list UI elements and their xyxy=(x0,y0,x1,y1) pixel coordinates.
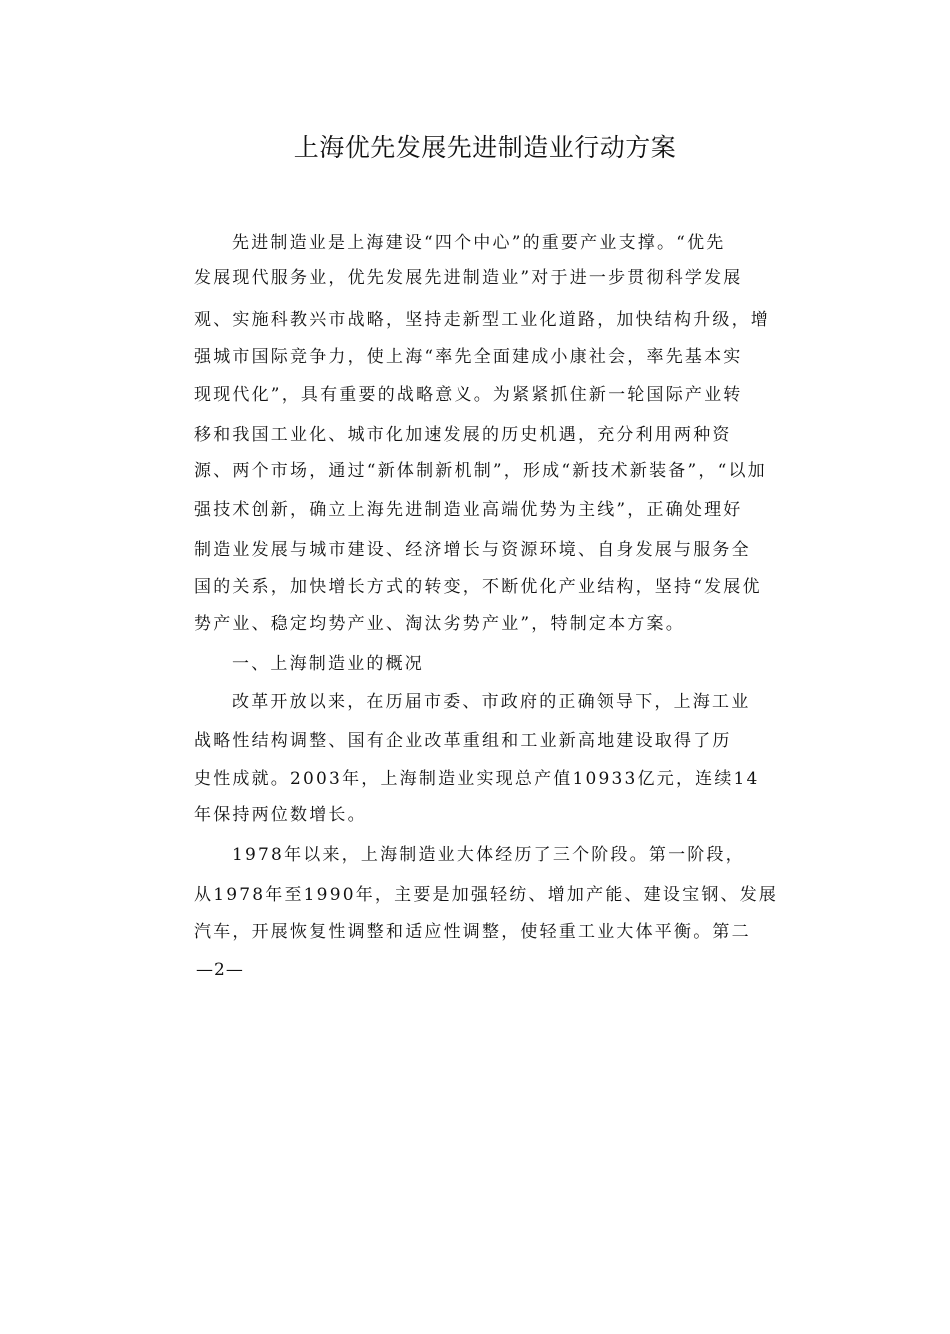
text-line: 强城市国际竞争力，使上海“率先全面建成小康社会，率先基本实 xyxy=(194,347,743,367)
text-line: 改革开放以来，在历届市委、市政府的正确领导下，上海工业 xyxy=(232,692,751,712)
page-number: —2— xyxy=(196,960,244,980)
text-line: 先进制造业是上海建设“四个中心”的重要产业支撑。“优先 xyxy=(232,233,726,253)
text-line: 汽车，开展恢复性调整和适应性调整，使轻重工业大体平衡。第二 xyxy=(194,922,751,942)
section-heading: 一、上海制造业的概况 xyxy=(232,654,424,674)
text-line: 国的关系，加快增长方式的转变，不断优化产业结构，坚持“发展优 xyxy=(194,577,762,597)
text-line: 势产业、稳定均势产业、淘汰劣势产业”，特制定本方案。 xyxy=(194,614,685,634)
text-line: 从1978年至1990年，主要是加强轻纺、增加产能、建设宝钢、发展 xyxy=(194,885,779,905)
text-line: 年保持两位数增长。 xyxy=(194,805,367,825)
text-line: 强技术创新，确立上海先进制造业高端优势为主线”，正确处理好 xyxy=(194,500,743,520)
text-line: 1978年以来，上海制造业大体经历了三个阶段。第一阶段， xyxy=(232,845,745,865)
text-line: 制造业发展与城市建设、经济增长与资源环境、自身发展与服务全 xyxy=(194,540,751,560)
text-line: 源、两个市场，通过“新体制新机制”，形成“新技术新装备”，“以加 xyxy=(194,461,767,481)
text-line: 战略性结构调整、国有企业改革重组和工业新高地建设取得了历 xyxy=(194,731,732,751)
text-line: 史性成就。2003年，上海制造业实现总产值10933亿元，连续14 xyxy=(194,769,760,789)
text-line: 移和我国工业化、城市化加速发展的历史机遇，充分利用两种资 xyxy=(194,425,732,445)
text-line: 发展现代服务业，优先发展先进制造业”对于进一步贯彻科学发展 xyxy=(194,268,743,288)
text-line: 现现代化”，具有重要的战略意义。为紧紧抓住新一轮国际产业转 xyxy=(194,385,743,405)
document-title: 上海优先发展先进制造业行动方案 xyxy=(293,133,677,162)
text-line: 观、实施科教兴市战略，坚持走新型工业化道路，加快结构升级，增 xyxy=(194,310,770,330)
